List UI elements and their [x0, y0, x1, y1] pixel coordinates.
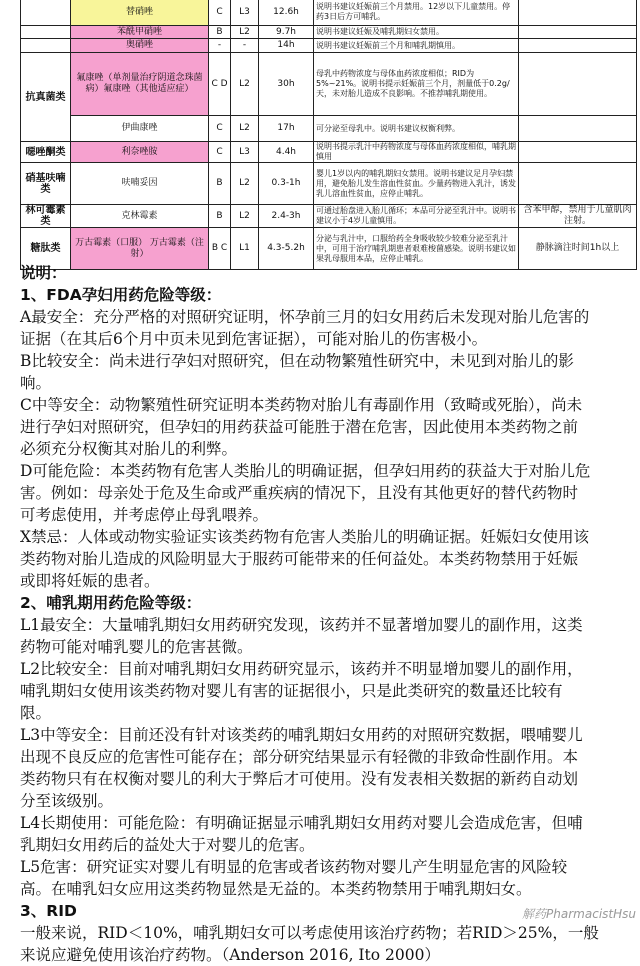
- drug-cell: 伊曲康唑: [71, 116, 209, 142]
- fda-cell: B: [209, 26, 231, 39]
- remark-cell: [519, 39, 637, 53]
- text-line: 类药物对胎儿造成的风险明显大于服药可能带来的任何益处。本类药物禁用于妊娠: [20, 550, 579, 568]
- drug-cell: 替硝唑: [71, 0, 209, 26]
- lactation-cell: L2: [231, 53, 259, 116]
- class-cell: 噁唑酮类: [21, 142, 71, 163]
- lactation-cell: L2: [231, 163, 259, 205]
- remark-cell: [519, 0, 637, 26]
- section-heading: 2、哺乳期用药危险等级：: [20, 594, 202, 612]
- text-line: 必须充分权衡其对胎儿的利弊。: [20, 440, 238, 458]
- fda-cell: B C: [209, 228, 231, 270]
- note-cell: 说明书提示乳汁中药物浓度与母体血药浓度相似，哺乳期慎用: [314, 142, 519, 163]
- remark-cell: 含苯甲醇，禁用于儿童肌肉注射。: [519, 205, 637, 228]
- section-heading: 3、RID: [20, 902, 77, 920]
- remark-cell: [519, 116, 637, 142]
- lactation-cell: L1: [231, 228, 259, 270]
- half-life-cell: 12.6h: [259, 0, 314, 26]
- class-cell: [21, 39, 71, 53]
- drug-cell: 苯酰甲硝唑: [71, 26, 209, 39]
- text-line: 来说应避免使用该治疗药物。（Anderson 2016, Ito 2000）: [20, 946, 440, 964]
- text-line: 可考虑使用，并考虑停止母乳喂养。: [20, 506, 269, 524]
- drug-cell: 呋喃妥因: [71, 163, 209, 205]
- class-cell: 抗真菌类: [21, 53, 71, 142]
- half-life-cell: 4.3-5.2h: [259, 228, 314, 270]
- drug-cell: 利奈唑胺: [71, 142, 209, 163]
- table-row: [21, 142, 637, 163]
- note-cell: 可分泌至母乳中。说明书建议权衡利弊。: [314, 116, 519, 142]
- note-cell: 可通过胎盘进入胎儿循环；本品可分泌至乳汁中。说明书建议小于4岁儿童慎用。: [314, 205, 519, 228]
- fda-cell: C: [209, 142, 231, 163]
- drug-table: [20, 0, 637, 270]
- text-line: 进行孕妇对照研究，但孕妇的用药获益可能胜于潜在危害，因此使用本类药物之前: [20, 418, 579, 436]
- note-cell: 分泌与乳汁中，口服给药全身吸收较少较难分泌至乳汁中，可用于治疗哺乳期患者艰难梭菌感染。说明书建议如果乳母服用本品，应停止哺乳。: [314, 228, 519, 270]
- remark-cell: [519, 26, 637, 39]
- text-line: L1最安全：大量哺乳期妇女用药研究发现，该药并不显著增加婴儿的副作用，这类: [20, 616, 583, 634]
- note-cell: 说明书建议妊娠前三个月禁用。12岁以下儿童禁用。停药3日后方可哺乳。: [314, 0, 519, 26]
- lactation-cell: L3: [231, 142, 259, 163]
- fda-cell: -: [209, 39, 231, 53]
- text-line: L2比较安全：目前对哺乳期妇女用药研究显示，该药并不明显增加婴儿的副作用，: [20, 660, 583, 678]
- fda-cell: B: [209, 163, 231, 205]
- fda-cell: B: [209, 205, 231, 228]
- text-line: A最安全：充分严格的对照研究证明，怀孕前三月的妇女用药后未发现对胎儿危害的: [20, 308, 590, 326]
- table-row: [21, 26, 637, 39]
- remark-cell: 静脉滴注时间1h以上: [519, 228, 637, 270]
- drug-cell: 克林霉素: [71, 205, 209, 228]
- table-row: [21, 0, 637, 26]
- text-line: 高。在哺乳妇女应用这类药物显然是无益的。本类药物禁用于哺乳期妇女。: [20, 880, 532, 898]
- text-line: 分至该级别。: [20, 792, 114, 810]
- section-heading: 说明：: [20, 264, 67, 282]
- drug-cell: 奥硝唑: [71, 39, 209, 53]
- class-cell: [21, 26, 71, 39]
- lactation-cell: L2: [231, 116, 259, 142]
- lactation-cell: L2: [231, 26, 259, 39]
- lactation-cell: L2: [231, 205, 259, 228]
- text-line: B比较安全：尚未进行孕妇对照研究，但在动物繁殖性研究中，未见到对胎儿的影: [20, 352, 574, 370]
- text-line: 药物可能对哺乳婴儿的危害甚微。: [20, 638, 253, 656]
- table-row: [21, 39, 637, 53]
- half-life-cell: 30h: [259, 53, 314, 116]
- class-cell: 糖肽类: [21, 228, 71, 270]
- text-line: 限。: [20, 704, 52, 722]
- text-line: L5危害：研究证实对婴儿有明显的危害或者该药物对婴儿产生明显危害的风险较: [20, 858, 568, 876]
- text-line: X禁忌：人体或动物实验证实该类药物有危害人类胎儿的明确证据。妊娠妇女使用该: [20, 528, 590, 546]
- fda-cell: C D: [209, 53, 231, 116]
- half-life-cell: 4.4h: [259, 142, 314, 163]
- half-life-cell: 17h: [259, 116, 314, 142]
- watermark: 解药PharmacistHsu: [522, 907, 636, 921]
- text-line: C中等安全：动物繁殖性研究证明本类药物对胎儿有毒副作用（致畸或死胎），尚未: [20, 396, 583, 414]
- text-line: 一般来说，RID＜10%，哺乳期妇女可以考虑使用该治疗药物；若RID＞25%，一般: [20, 924, 599, 942]
- section-heading: 1、FDA孕妇用药危险等级：: [20, 286, 222, 304]
- remark-cell: [519, 163, 637, 205]
- class-cell: 硝基呋喃类: [21, 163, 71, 205]
- explanation-text: [20, 262, 599, 966]
- text-line: 乳期妇女用药后的益处大于对婴儿的危害。: [20, 836, 315, 854]
- lactation-cell: L3: [231, 0, 259, 26]
- class-cell: 林可霉素类: [21, 205, 71, 228]
- table-row: [21, 205, 637, 228]
- note-cell: 婴儿1岁以内的哺乳期妇女禁用。说明书建议足月孕妇禁用，避免胎儿发生溶血性贫血。少量药物进入乳汁，诱发乳儿溶血性贫血，应停止哺乳。: [314, 163, 519, 205]
- remark-cell: [519, 53, 637, 116]
- half-life-cell: 9.7h: [259, 26, 314, 39]
- table-row: [21, 53, 637, 116]
- remark-cell: [519, 142, 637, 163]
- text-line: 类药物只有在权衡对婴儿的利大于弊后才可使用。没有发表相关数据的新药自动划: [20, 770, 579, 788]
- text-line: 害。例如：母亲处于危及生命或严重疾病的情况下，且没有其他更好的替代药物时: [20, 484, 579, 502]
- half-life-cell: 2.4-3h: [259, 205, 314, 228]
- half-life-cell: 14h: [259, 39, 314, 53]
- text-line: 证据（在其后6个月中页未见到危害证据），可能对胎儿的伤害极小。: [20, 330, 488, 348]
- lactation-cell: -: [231, 39, 259, 53]
- drug-cell: 氟康唑（单剂量治疗阴道念珠菌病）氟康唑（其他适应症）: [71, 53, 209, 116]
- text-line: 或即将妊娠的患者。: [20, 572, 160, 590]
- note-cell: 说明书建议妊娠及哺乳期妇女禁用。: [314, 26, 519, 39]
- text-line: 响。: [20, 374, 52, 392]
- text-line: 出现不良反应的危害性可能存在；部分研究结果显示有轻微的非致命性副作用。本: [20, 748, 579, 766]
- note-cell: 说明书建议妊娠前三个月和哺乳期慎用。: [314, 39, 519, 53]
- half-life-cell: 0.3-1h: [259, 163, 314, 205]
- text-line: L3中等安全：目前还没有针对该类药的哺乳期妇女用药的对照研究数据，喂哺婴儿: [20, 726, 583, 744]
- table-row: [21, 116, 637, 142]
- fda-cell: C: [209, 0, 231, 26]
- drug-cell: 万古霉素（口服） 万古霉素（注射）: [71, 228, 209, 270]
- fda-cell: C: [209, 116, 231, 142]
- table-row: [21, 163, 637, 205]
- note-cell: 母乳中药物浓度与母体血药浓度相似；RID为5%~21%。说明书提示妊娠前三个月，剂量低于0.2g/天，未对胎儿造成不良影响。不推荐哺乳期使用。: [314, 53, 519, 116]
- text-line: L4长期使用：可能危险：有明确证据显示哺乳期妇女用药对婴儿会造成危害，但哺: [20, 814, 583, 832]
- class-cell: [21, 0, 71, 26]
- text-line: D可能危险：本类药物有危害人类胎儿的明确证据，但孕妇用药的获益大于对胎儿危: [20, 462, 591, 480]
- text-line: 哺乳期妇女使用该类药物对婴儿有害的证据很小，只是此类研究的数量还比较有: [20, 682, 563, 700]
